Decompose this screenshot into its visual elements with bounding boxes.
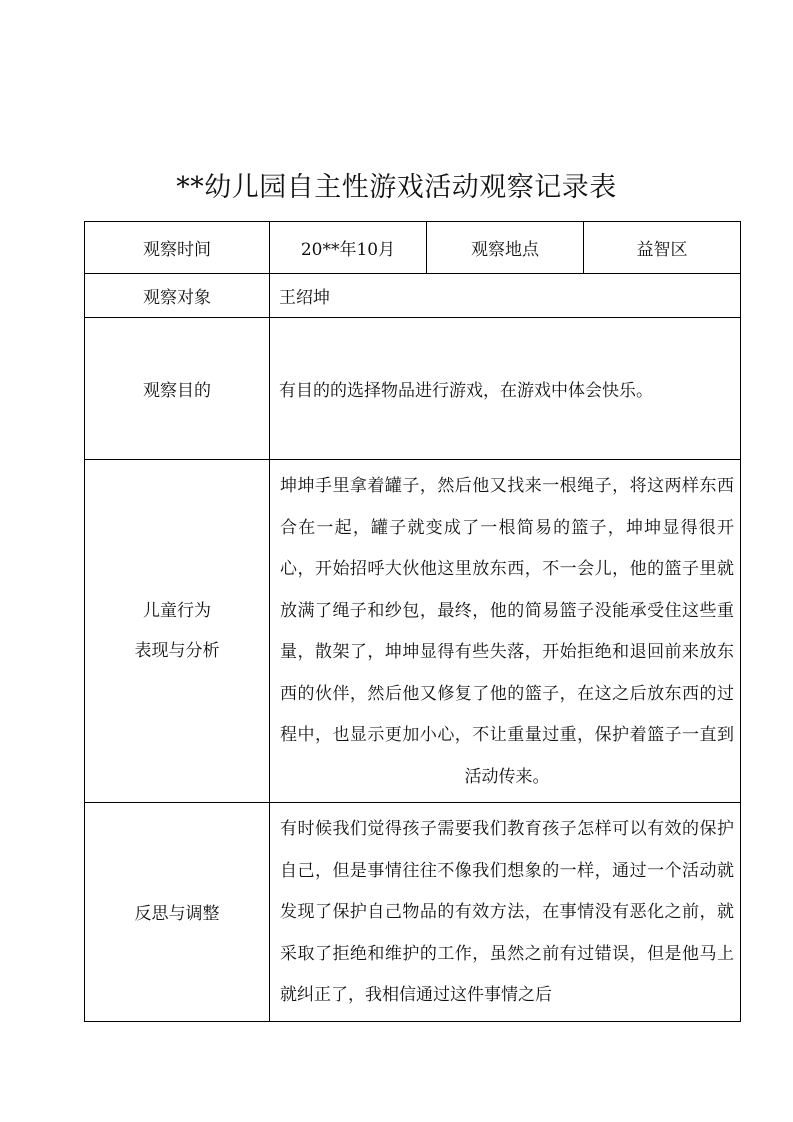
observation-record-table: [84, 221, 741, 1022]
label-observation-purpose: 观察目的: [85, 318, 270, 460]
value-behavior-analysis: 坤坤手里拿着罐子，然后他又找来一根绳子，将这两样东西合在一起，罐子就变成了一根简易的篮子，坤坤显得很开心，开始招呼大伙他这里放东西，不一会儿，他的篮子里就放满了绳子和纱包，最终，他的简易篮子没能承受住这些重量，散架了，坤坤显得有些失落，开始拒绝和退回前来放东西的伙伴，然后他又修复了他的篮子，在这之后放东西的过程中，也显示更加小心，不让重量过重，保护着篮子一直到活动传来。: [270, 460, 741, 803]
value-observation-time: 20**年10月: [270, 222, 427, 274]
row-purpose: [85, 318, 741, 460]
value-observation-purpose: 有目的的选择物品进行游戏，在游戏中体会快乐。: [270, 318, 741, 460]
label-observation-time: 观察时间: [85, 222, 270, 274]
label-behavior-line1: 儿童行为: [143, 601, 211, 621]
label-reflection: 反思与调整: [85, 803, 270, 1022]
row-subject: [85, 274, 741, 318]
label-observation-place: 观察地点: [427, 222, 584, 274]
row-behavior: [85, 460, 741, 803]
document-title: **幼儿园自主性游戏活动观察记录表: [176, 172, 617, 203]
value-reflection: 有时候我们觉得孩子需要我们教育孩子怎样可以有效的保护自己，但是事情往往不像我们想象的一样，通过一个活动就发现了保护自己物品的有效方法，在事情没有恶化之前，就采取了拒绝和维护的工作，虽然之前有过错误，但是他马上就纠正了，我相信通过这件事情之后: [270, 803, 741, 1022]
label-behavior-line2: 表现与分析: [134, 641, 220, 661]
value-observation-subject: 王绍坤: [270, 274, 741, 318]
row-time-place: [85, 222, 741, 274]
row-reflection: [85, 803, 741, 1022]
value-observation-place: 益智区: [584, 222, 741, 274]
label-behavior-analysis: [85, 460, 270, 803]
label-observation-subject: 观察对象: [85, 274, 270, 318]
